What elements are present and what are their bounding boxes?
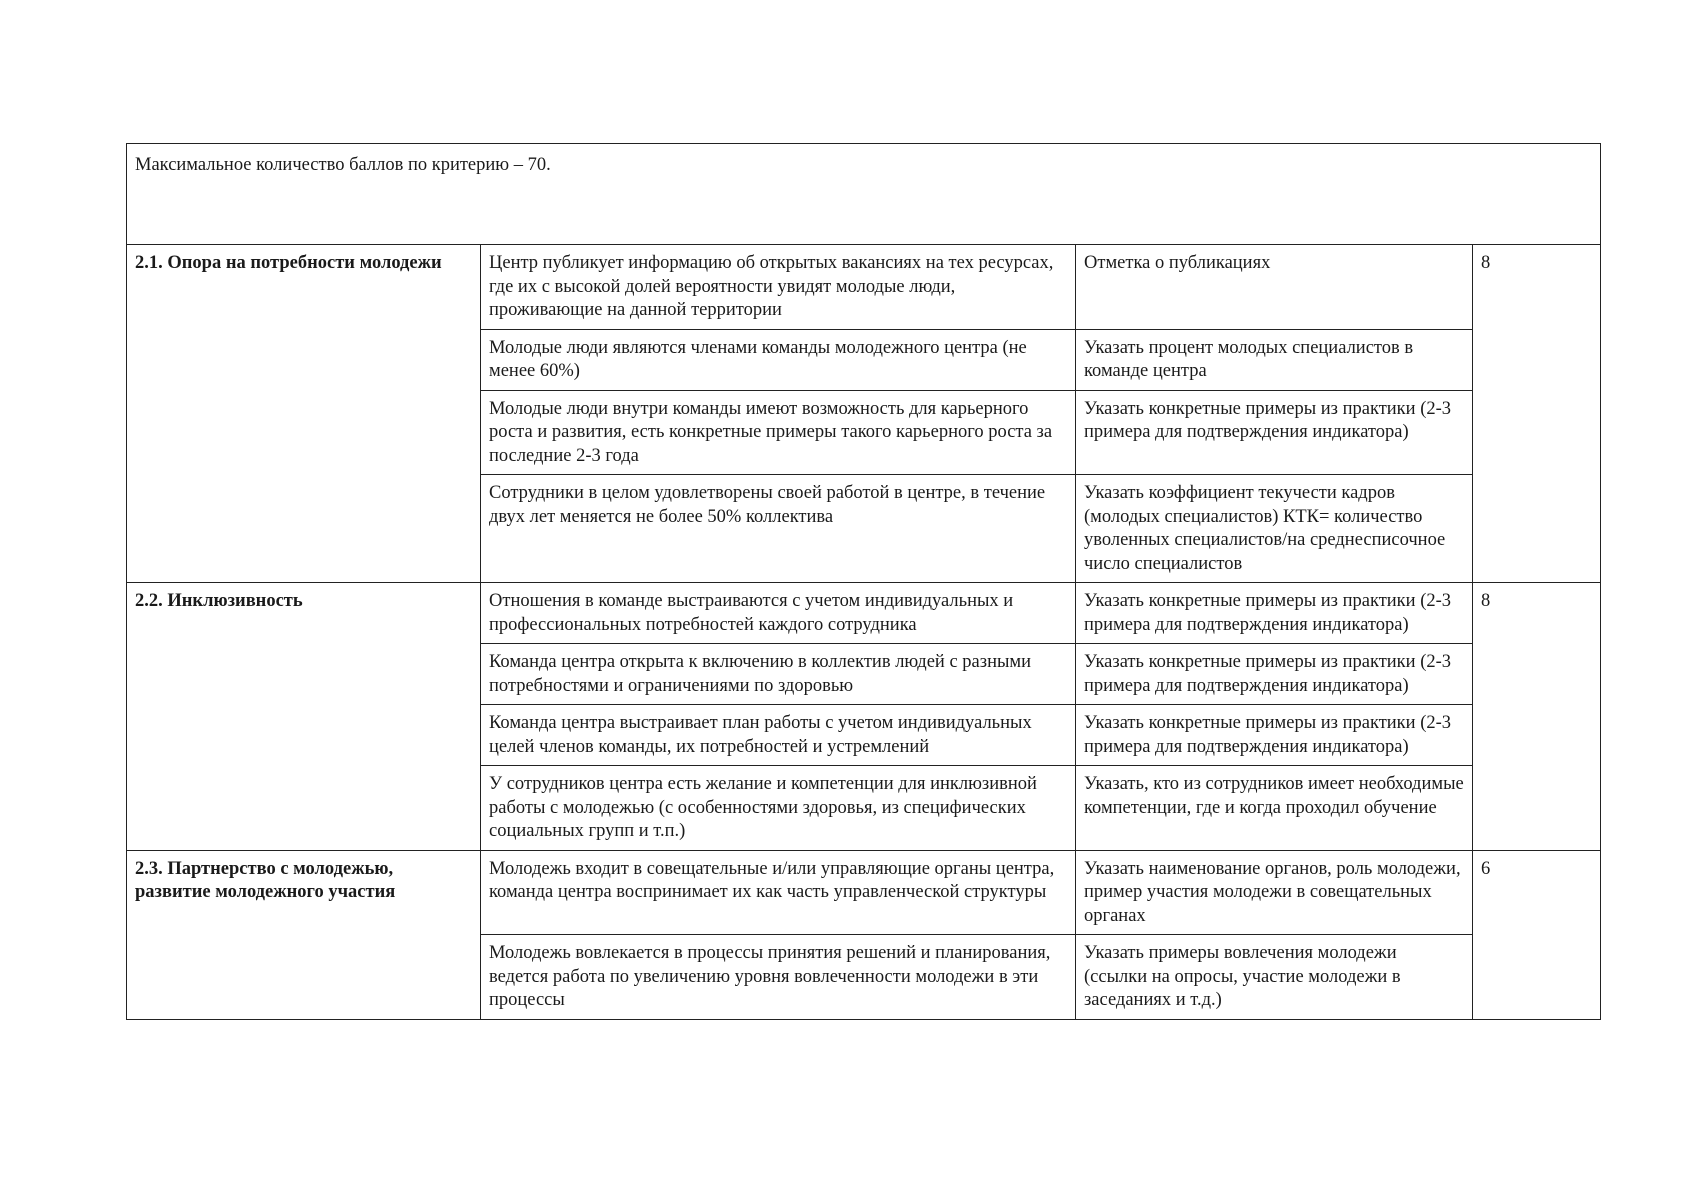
- max-score-row: [127, 144, 1601, 245]
- indicator-cell: У сотрудников центра есть желание и компетенции для инклюзивной работы с молодежью (с особенностями здоровья, из специфических социальных групп и т.п.): [481, 766, 1076, 851]
- criteria-table: [126, 143, 1601, 1020]
- confirmation-cell: Указать конкретные примеры из практики (2-3 примера для подтверждения индикатора): [1076, 644, 1473, 705]
- score-cell: 8: [1473, 245, 1601, 583]
- confirmation-cell: Указать конкретные примеры из практики (2-3 примера для подтверждения индикатора): [1076, 705, 1473, 766]
- indicator-cell: Команда центра выстраивает план работы с учетом индивидуальных целей членов команды, их потребностей и устремлений: [481, 705, 1076, 766]
- indicator-cell: Молодежь вовлекается в процессы принятия решений и планирования, ведется работа по увеличению уровня вовлеченности молодежи в эти процессы: [481, 935, 1076, 1020]
- indicator-cell: Молодые люди внутри команды имеют возможность для карьерного роста и развития, есть конкретные примеры такого карьерного роста за последние 2-3 года: [481, 390, 1076, 475]
- indicator-cell: Молодые люди являются членами команды молодежного центра (не менее 60%): [481, 329, 1076, 390]
- max-score-text: Максимальное количество баллов по критерию – 70.: [127, 144, 1601, 245]
- confirmation-cell: Указать процент молодых специалистов в команде центра: [1076, 329, 1473, 390]
- criterion-title: 2.2. Инклюзивность: [127, 583, 481, 851]
- confirmation-cell: Отметка о публикациях: [1076, 245, 1473, 330]
- confirmation-cell: Указать коэффициент текучести кадров (молодых специалистов) КТК= количество уволенных специалистов/на среднесписочное число специалистов: [1076, 475, 1473, 583]
- confirmation-cell: Указать конкретные примеры из практики (2-3 примера для подтверждения индикатора): [1076, 583, 1473, 644]
- table-row: [127, 245, 1601, 330]
- indicator-cell: Отношения в команде выстраиваются с учетом индивидуальных и профессиональных потребностей каждого сотрудника: [481, 583, 1076, 644]
- confirmation-cell: Указать конкретные примеры из практики (2-3 примера для подтверждения индикатора): [1076, 390, 1473, 475]
- criterion-title: 2.3. Партнерство с молодежью, развитие молодежного участия: [127, 850, 481, 1019]
- indicator-cell: Команда центра открыта к включению в коллектив людей с разными потребностями и ограничениями по здоровью: [481, 644, 1076, 705]
- confirmation-cell: Указать, кто из сотрудников имеет необходимые компетенции, где и когда проходил обучение: [1076, 766, 1473, 851]
- score-cell: 6: [1473, 850, 1601, 1019]
- confirmation-cell: Указать примеры вовлечения молодежи (ссылки на опросы, участие молодежи в заседаниях и т.д.): [1076, 935, 1473, 1020]
- confirmation-cell: Указать наименование органов, роль молодежи, пример участия молодежи в совещательных органах: [1076, 850, 1473, 935]
- indicator-cell: Молодежь входит в совещательные и/или управляющие органы центра, команда центра воспринимает их как часть управленческой структуры: [481, 850, 1076, 935]
- table-row: [127, 850, 1601, 935]
- indicator-cell: Центр публикует информацию об открытых вакансиях на тех ресурсах, где их с высокой долей вероятности увидят молодые люди, проживающие на данной территории: [481, 245, 1076, 330]
- table-row: [127, 583, 1601, 644]
- criterion-title: 2.1. Опора на потребности молодежи: [127, 245, 481, 583]
- score-cell: 8: [1473, 583, 1601, 851]
- indicator-cell: Сотрудники в целом удовлетворены своей работой в центре, в течение двух лет меняется не более 50% коллектива: [481, 475, 1076, 583]
